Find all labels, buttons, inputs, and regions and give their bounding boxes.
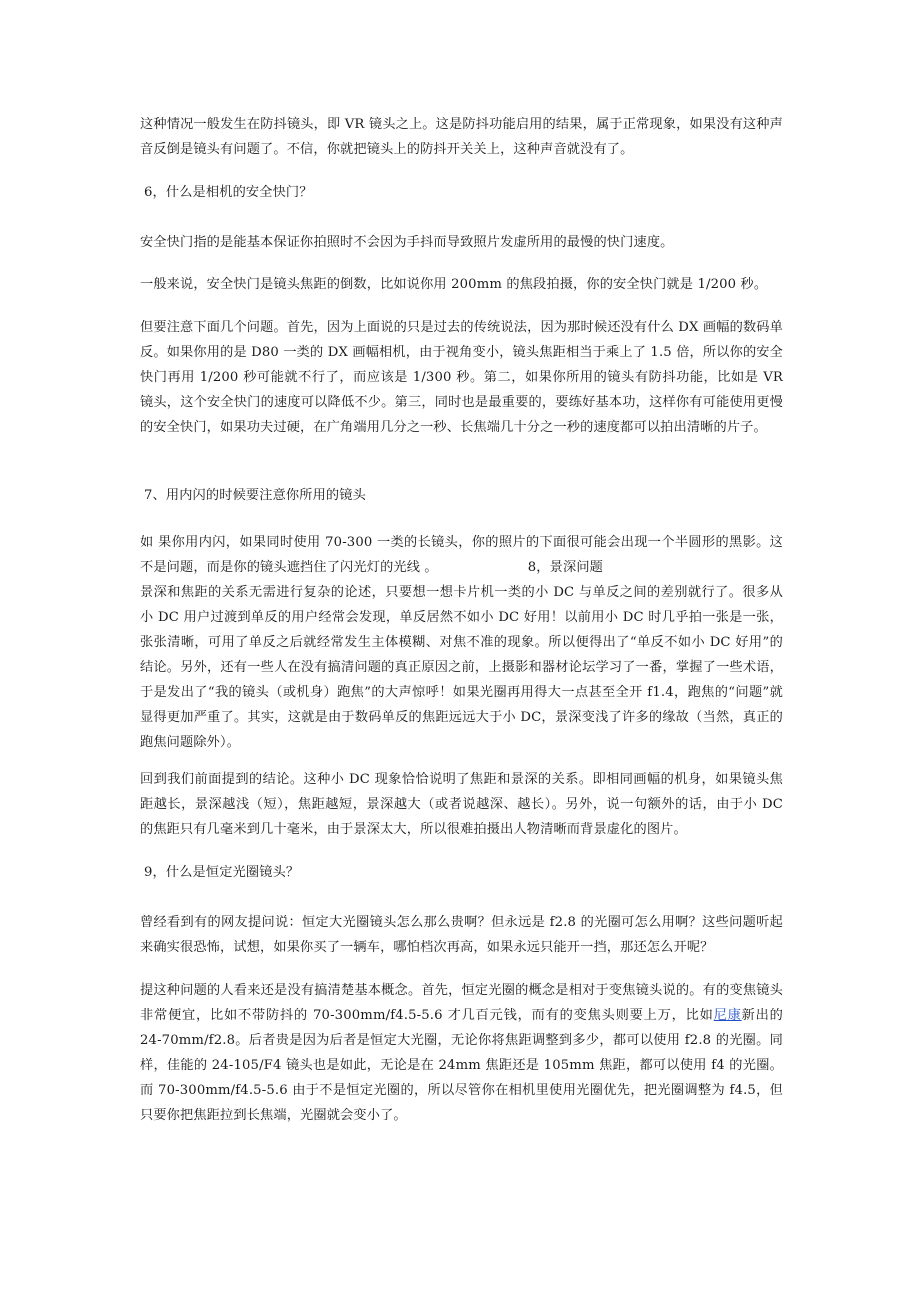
nikon-link[interactable]: 尼康 (713, 1008, 742, 1023)
paragraph-dof-conclusion: 回到我们前面提到的结论。这种小 DC 现象恰恰说明了焦距和景深的关系。即相同画幅的机身，如果镜头焦距越长，景深越浅（短），焦距越短，景深越大（或者说越深、越长）。另外，说一句额外的话，由于小 DC 的焦距只有几毫米到几十毫米，由于景深太大，所以很难拍摄出人物清晰而背景虚化的图片。 (140, 772, 783, 837)
paragraph-constant-aperture-answer (140, 978, 783, 1128)
paragraph-flash-text: 如 果你用内闪，如果同时使用 70-300 一类的长镜头，你的照片的下面很可能会出现一个半圆形的黑影。这不是问题，而是你的镜头遮挡住了闪光灯的光线 。 (140, 535, 783, 575)
paragraph-vr-noise: 这种情况一般发生在防抖镜头，即 VR 镜头之上。这是防抖功能启用的结果，属于正常现象，如果没有这种声音反倒是镜头有问题了。不信，你就把镜头上的防抖开关关上，这种声音就没有了。 (140, 117, 783, 157)
paragraph-dof-explanation: 景深和焦距的关系无需进行复杂的论述，只要想一想卡片机一类的小 DC 与单反之间的差别就行了。很多从小 DC 用户过渡到单反的用户经常会发现，单反居然不如小 DC 好用！以前用小 DC 时几乎拍一张是一张，张张清晰，可用了单反之后就经常发生主体模糊、对焦不准的现象。所以便得出了“单反不如小 DC 好用”的结论。另外，还有一些人在没有搞清问题的真正原因之前，上摄影和器材论坛学习了一番，掌握了一些术语，于是发出了“我的镜头（或机身）跑焦”的大声惊呼！如果光圈再用得大一点甚至全开 f1.4，跑焦的“问题”就显得更加严重了。其实，这就是由于数码单反的焦距远远大于小 DC，景深变浅了许多的缘故（当然，真正的跑焦问题除外）。 (140, 585, 783, 750)
paragraph-safe-shutter-definition: 安全快门指的是能基本保证你拍照时不会因为手抖而导致照片发虚所用的最慢的快门速度。 (140, 235, 674, 250)
heading-8-depth-of-field: 8，景深问题 (527, 560, 603, 575)
answer-text-after-link: 新出的 24-70mm/f2.8。后者贵是因为后者是恒定大光圈，无论你将焦距调整到多少，都可以使用 f2.8 的光圈。同样，佳能的 24-105/F4 镜头也是如此，无论是在 24mm 焦距还是 105mm 焦距，都可以使用 f4 的光圈。而 70-300mm/f4.5-5.6 由于不是恒定光圈的，所以尽管你在相机里使用光圈优先，把光圈调整为 f4.5，但只要你把焦距拉到长焦端，光圈就会变小了。 (140, 1008, 783, 1123)
paragraph-safe-shutter-notes: 但要注意下面几个问题。首先，因为上面说的只是过去的传统说法，因为那时候还没有什么 DX 画幅的数码单反。如果你用的是 D80 一类的 DX 画幅相机，由于视角变小，镜头焦距相当于乘上了 1.5 倍，所以你的安全快门再用 1/200 秒可能就不行了，而应该是 1/300 秒。第二，如果你所用的镜头有防抖功能，比如是 VR 镜头，这个安全快门的速度可以降低不少。第三，同时也是最重要的，要练好基本功，这样你有可能使用更慢的安全快门，如果功夫过硬，在广角端用几分之一秒、长焦端几十分之一秒的速度都可以拍出清晰的片子。 (140, 320, 783, 435)
heading-7-built-in-flash: 7、用内闪的时候要注意你所用的镜头 (144, 488, 366, 503)
paragraph-flash-and-dof-heading (140, 530, 783, 580)
heading-9-constant-aperture: 9，什么是恒定光圈镜头？ (144, 865, 300, 880)
paragraph-constant-aperture-question: 曾经看到有的网友提问说：恒定大光圈镜头怎么那么贵啊？但永远是 f2.8 的光圈可怎么用啊？这些问题听起来确实很恐怖，试想，如果你买了一辆车，哪怕档次再高，如果永远只能开一挡，那还怎么开呢？ (140, 915, 783, 955)
heading-6-safe-shutter: 6，什么是相机的安全快门？ (144, 185, 313, 200)
paragraph-safe-shutter-rule: 一般来说，安全快门是镜头焦距的倒数，比如说你用 200mm 的焦段拍摄，你的安全快门就是 1/200 秒。 (140, 277, 768, 292)
answer-text-before-link: 提这种问题的人看来还是没有搞清楚基本概念。首先，恒定光圈的概念是相对于变焦镜头说的。有的变焦镜头非常便宜，比如不带防抖的 70-300mm/f4.5-5.6 才几百元钱，而有的变焦头则要上万，比如 (140, 983, 783, 1023)
